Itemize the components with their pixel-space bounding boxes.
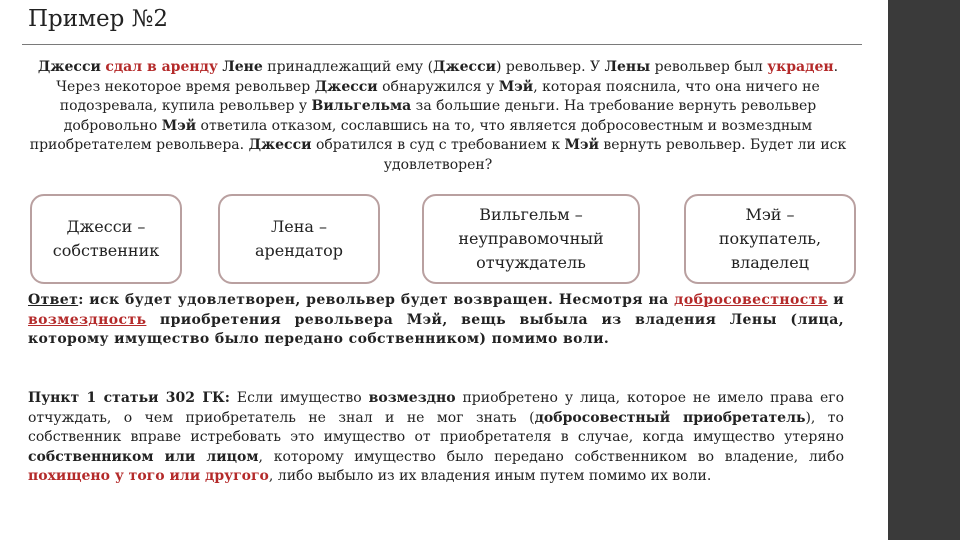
answer-text-part: : иск будет удовлетворен, револьвер будет возвращен. Несмотря на	[78, 292, 675, 308]
card-tenant	[218, 194, 380, 284]
problem-name: Мэй	[161, 117, 197, 134]
law-emphasis: добросовестный приобретатель	[534, 409, 806, 426]
law-text-part: Если имущество	[229, 390, 369, 406]
problem-highlight: украден	[767, 59, 834, 75]
problem-text-part: вернуть револьвер. Будет ли иск удовлетворен?	[383, 137, 847, 173]
card-role: собственник	[52, 241, 160, 260]
law-emphasis: возмездно	[368, 390, 456, 406]
card-dash: –	[569, 205, 583, 224]
answer-highlight: добросовестность	[674, 292, 828, 308]
answer-text-part: приобретения револьвера Мэй, вещь выбыла из владения Лены (лица, которому имущество было передано собственником) помимо воли.	[28, 311, 844, 347]
card-role: покупатель, владелец	[718, 229, 822, 272]
problem-name: Мэй	[564, 137, 599, 153]
problem-name: Мэй	[498, 78, 534, 95]
law-text-part: , которому имущество было передано собственником во владение, либо	[258, 448, 844, 465]
card-content	[255, 215, 343, 263]
answer-text	[28, 291, 844, 350]
card-name: Вильгельм	[479, 205, 570, 224]
law-reference: Пункт 1 статьи 302 ГК:	[28, 390, 230, 406]
problem-text-part: , которая пояснила, что она ничего не подозревала, купила револьвер у	[59, 78, 820, 114]
problem-text-part: принадлежащий ему (	[262, 59, 434, 75]
law-highlight: похищено у того или другого	[28, 468, 269, 484]
problem-text-part: ) револьвер. У	[495, 59, 605, 75]
problem-highlight: сдал в аренду	[105, 59, 218, 75]
problem-text-part: за большие деньги. На требование вернуть револьвер добровольно	[63, 98, 817, 134]
problem-text-part: обратился в суд с требованием к	[311, 137, 565, 153]
card-dash: –	[132, 217, 146, 236]
answer-highlight: возмездность	[28, 311, 147, 328]
answer-label: Ответ	[28, 292, 79, 308]
card-content	[458, 203, 603, 275]
problem-name: Джесси	[248, 137, 312, 153]
card-role: арендатор	[254, 241, 344, 260]
side-panel	[888, 0, 960, 540]
card-dash: –	[781, 205, 795, 224]
slide-title: Пример №2	[28, 6, 169, 32]
problem-text	[28, 58, 848, 175]
problem-name: Вильгельма	[311, 98, 412, 114]
card-alienator	[422, 194, 640, 284]
problem-name: Джесси	[433, 59, 496, 75]
card-name: Лена	[270, 217, 314, 236]
problem-text-part: револьвер был	[650, 59, 768, 75]
card-dash: –	[313, 217, 328, 236]
law-text-part: приобретено у лица, которое не имело права его отчуждать, о чем приобретатель не знал и не мог знать (	[28, 390, 845, 426]
problem-text-part: . Через некоторое время револьвер	[56, 59, 839, 95]
card-name: Мэй	[745, 205, 782, 224]
law-emphasis: собственником или лицом	[28, 448, 259, 465]
problem-text-part: ответила отказом, сославшись на то, что является добросовестным и возмездным приобретателем револьвера.	[29, 117, 813, 153]
card-role: неуправомочный отчуждатель	[458, 229, 604, 272]
card-content	[719, 203, 821, 275]
card-name: Джесси	[66, 217, 133, 236]
law-text-part: , либо выбыло из их владения иным путем помимо их воли.	[268, 468, 712, 484]
card-content	[53, 215, 160, 263]
problem-text-part: обнаружился у	[377, 78, 499, 95]
problem-name: Джесси	[37, 59, 101, 75]
answer-text-part: и	[827, 292, 845, 308]
law-text	[28, 389, 844, 487]
card-owner	[30, 194, 182, 284]
title-divider	[22, 44, 862, 45]
card-buyer	[684, 194, 856, 284]
problem-name: Джесси	[314, 78, 378, 95]
problem-name: Лены	[604, 59, 651, 75]
problem-name: Лене	[222, 59, 263, 75]
law-text-part: ), то собственник вправе истребовать это имущество от приобретателя в случае, когда имущество утеряно	[28, 409, 844, 445]
